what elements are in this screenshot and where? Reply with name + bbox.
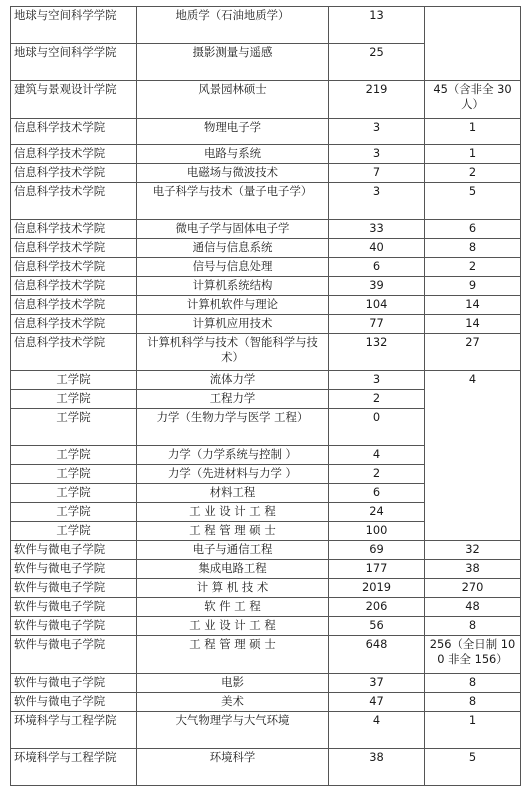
quota-cell: 2	[425, 258, 521, 277]
table-row	[11, 296, 521, 315]
major-cell: 工 业 设 计 工 程	[137, 617, 329, 636]
quota-cell: 32	[425, 541, 521, 560]
college-cell: 工学院	[11, 446, 137, 465]
college-cell: 信息科学技术学院	[11, 315, 137, 334]
college-cell: 信息科学技术学院	[11, 119, 137, 145]
enrollment-cell: 2019	[329, 579, 425, 598]
major-cell: 集成电路工程	[137, 560, 329, 579]
major-cell: 计算机软件与理论	[137, 296, 329, 315]
enrollment-cell: 3	[329, 145, 425, 164]
enrollment-cell: 13	[329, 7, 425, 44]
major-cell: 流体力学	[137, 371, 329, 390]
college-cell: 软件与微电子学院	[11, 636, 137, 674]
enrollment-cell: 0	[329, 409, 425, 446]
table-row	[11, 560, 521, 579]
quota-cell: 8	[425, 693, 521, 712]
major-cell: 电磁场与微波技术	[137, 164, 329, 183]
college-cell: 信息科学技术学院	[11, 296, 137, 315]
major-cell: 信号与信息处理	[137, 258, 329, 277]
enrollment-cell: 33	[329, 220, 425, 239]
major-cell: 微电子学与固体电子学	[137, 220, 329, 239]
table-row	[11, 617, 521, 636]
college-cell: 软件与微电子学院	[11, 674, 137, 693]
major-cell: 计算机应用技术	[137, 315, 329, 334]
enrollment-cell: 56	[329, 617, 425, 636]
major-cell: 通信与信息系统	[137, 239, 329, 258]
quota-cell: 14	[425, 296, 521, 315]
quota-cell: 6	[425, 220, 521, 239]
enrollment-cell: 77	[329, 315, 425, 334]
college-cell: 信息科学技术学院	[11, 220, 137, 239]
college-cell: 软件与微电子学院	[11, 598, 137, 617]
quota-cell: 1	[425, 712, 521, 749]
enrollment-cell: 3	[329, 183, 425, 220]
major-cell: 工 程 管 理 硕 士	[137, 522, 329, 541]
enrollment-cell: 2	[329, 390, 425, 409]
table-row	[11, 579, 521, 598]
college-cell: 软件与微电子学院	[11, 560, 137, 579]
college-cell: 工学院	[11, 371, 137, 390]
college-cell: 工学院	[11, 465, 137, 484]
college-cell: 工学院	[11, 503, 137, 522]
major-cell: 工 程 管 理 硕 士	[137, 636, 329, 674]
enrollment-cell: 25	[329, 44, 425, 81]
quota-cell: 8	[425, 674, 521, 693]
enrollment-cell: 2	[329, 465, 425, 484]
major-cell: 电路与系统	[137, 145, 329, 164]
table-row	[11, 693, 521, 712]
major-cell: 工程力学	[137, 390, 329, 409]
enrollment-cell: 39	[329, 277, 425, 296]
quota-cell: 48	[425, 598, 521, 617]
college-cell: 软件与微电子学院	[11, 693, 137, 712]
college-cell: 信息科学技术学院	[11, 164, 137, 183]
quota-cell: 14	[425, 315, 521, 334]
quota-cell: 2	[425, 164, 521, 183]
enrollment-cell: 38	[329, 749, 425, 786]
table-row	[11, 636, 521, 674]
college-cell: 软件与微电子学院	[11, 541, 137, 560]
college-cell: 建筑与景观设计学院	[11, 81, 137, 119]
major-cell: 计算机系统结构	[137, 277, 329, 296]
table-row	[11, 277, 521, 296]
admissions-table	[10, 6, 520, 786]
major-cell: 力学（力学系统与控制 ）	[137, 446, 329, 465]
enrollment-cell: 47	[329, 693, 425, 712]
table-row	[11, 598, 521, 617]
college-cell: 工学院	[11, 409, 137, 446]
table-row	[11, 371, 521, 390]
college-cell: 信息科学技术学院	[11, 183, 137, 220]
quota-cell: 45（含非全 30 人）	[425, 81, 521, 119]
enrollment-cell: 104	[329, 296, 425, 315]
enrollment-cell: 24	[329, 503, 425, 522]
enrollment-cell: 177	[329, 560, 425, 579]
quota-cell: 270	[425, 579, 521, 598]
enrollment-cell: 69	[329, 541, 425, 560]
quota-cell: 4	[425, 371, 521, 541]
major-cell: 软 件 工 程	[137, 598, 329, 617]
enrollment-cell: 4	[329, 446, 425, 465]
major-cell: 电子与通信工程	[137, 541, 329, 560]
enrollment-cell: 4	[329, 712, 425, 749]
table-row	[11, 712, 521, 749]
table-row	[11, 119, 521, 145]
major-cell: 大气物理学与大气环境	[137, 712, 329, 749]
table-row	[11, 81, 521, 119]
college-cell: 信息科学技术学院	[11, 277, 137, 296]
quota-cell: 8	[425, 617, 521, 636]
quota-cell: 1	[425, 119, 521, 145]
college-cell: 信息科学技术学院	[11, 239, 137, 258]
enrollment-cell: 648	[329, 636, 425, 674]
college-cell: 环境科学与工程学院	[11, 749, 137, 786]
table-row	[11, 541, 521, 560]
table-row	[11, 145, 521, 164]
college-cell: 环境科学与工程学院	[11, 712, 137, 749]
college-cell: 信息科学技术学院	[11, 258, 137, 277]
enrollment-cell: 6	[329, 258, 425, 277]
major-cell: 材料工程	[137, 484, 329, 503]
major-cell: 电子科学与技术（量子电子学）	[137, 183, 329, 220]
major-cell: 力学（先进材料与力学 ）	[137, 465, 329, 484]
major-cell: 地质学（石油地质学）	[137, 7, 329, 44]
table-row	[11, 258, 521, 277]
table-row	[11, 164, 521, 183]
quota-cell: 256（全日制 100 非全 156）	[425, 636, 521, 674]
table-row	[11, 239, 521, 258]
table-row	[11, 674, 521, 693]
enrollment-cell: 3	[329, 119, 425, 145]
college-cell: 工学院	[11, 522, 137, 541]
quota-cell	[425, 7, 521, 81]
college-cell: 地球与空间科学学院	[11, 7, 137, 44]
college-cell: 软件与微电子学院	[11, 579, 137, 598]
major-cell: 工 业 设 计 工 程	[137, 503, 329, 522]
college-cell: 信息科学技术学院	[11, 334, 137, 371]
major-cell: 风景园林硕士	[137, 81, 329, 119]
table-row	[11, 315, 521, 334]
enrollment-cell: 6	[329, 484, 425, 503]
enrollment-cell: 100	[329, 522, 425, 541]
major-cell: 美术	[137, 693, 329, 712]
college-cell: 软件与微电子学院	[11, 617, 137, 636]
college-cell: 地球与空间科学学院	[11, 44, 137, 81]
major-cell: 计 算 机 技 术	[137, 579, 329, 598]
table-row	[11, 334, 521, 371]
enrollment-cell: 206	[329, 598, 425, 617]
college-cell: 信息科学技术学院	[11, 145, 137, 164]
table-body	[11, 7, 521, 786]
major-cell: 电影	[137, 674, 329, 693]
enrollment-cell: 37	[329, 674, 425, 693]
table-row	[11, 749, 521, 786]
enrollment-cell: 3	[329, 371, 425, 390]
quota-cell: 9	[425, 277, 521, 296]
major-cell: 环境科学	[137, 749, 329, 786]
major-cell: 物理电子学	[137, 119, 329, 145]
quota-cell: 27	[425, 334, 521, 371]
quota-cell: 38	[425, 560, 521, 579]
college-cell: 工学院	[11, 484, 137, 503]
quota-cell: 8	[425, 239, 521, 258]
quota-cell: 5	[425, 183, 521, 220]
table-row	[11, 183, 521, 220]
enrollment-cell: 40	[329, 239, 425, 258]
major-cell: 计算机科学与技术（智能科学与技术）	[137, 334, 329, 371]
table-row	[11, 7, 521, 44]
enrollment-cell: 132	[329, 334, 425, 371]
major-cell: 力学（生物力学与医学 工程）	[137, 409, 329, 446]
table-row	[11, 220, 521, 239]
enrollment-cell: 219	[329, 81, 425, 119]
quota-cell: 5	[425, 749, 521, 786]
college-cell: 工学院	[11, 390, 137, 409]
enrollment-cell: 7	[329, 164, 425, 183]
major-cell: 摄影测量与遥感	[137, 44, 329, 81]
quota-cell: 1	[425, 145, 521, 164]
